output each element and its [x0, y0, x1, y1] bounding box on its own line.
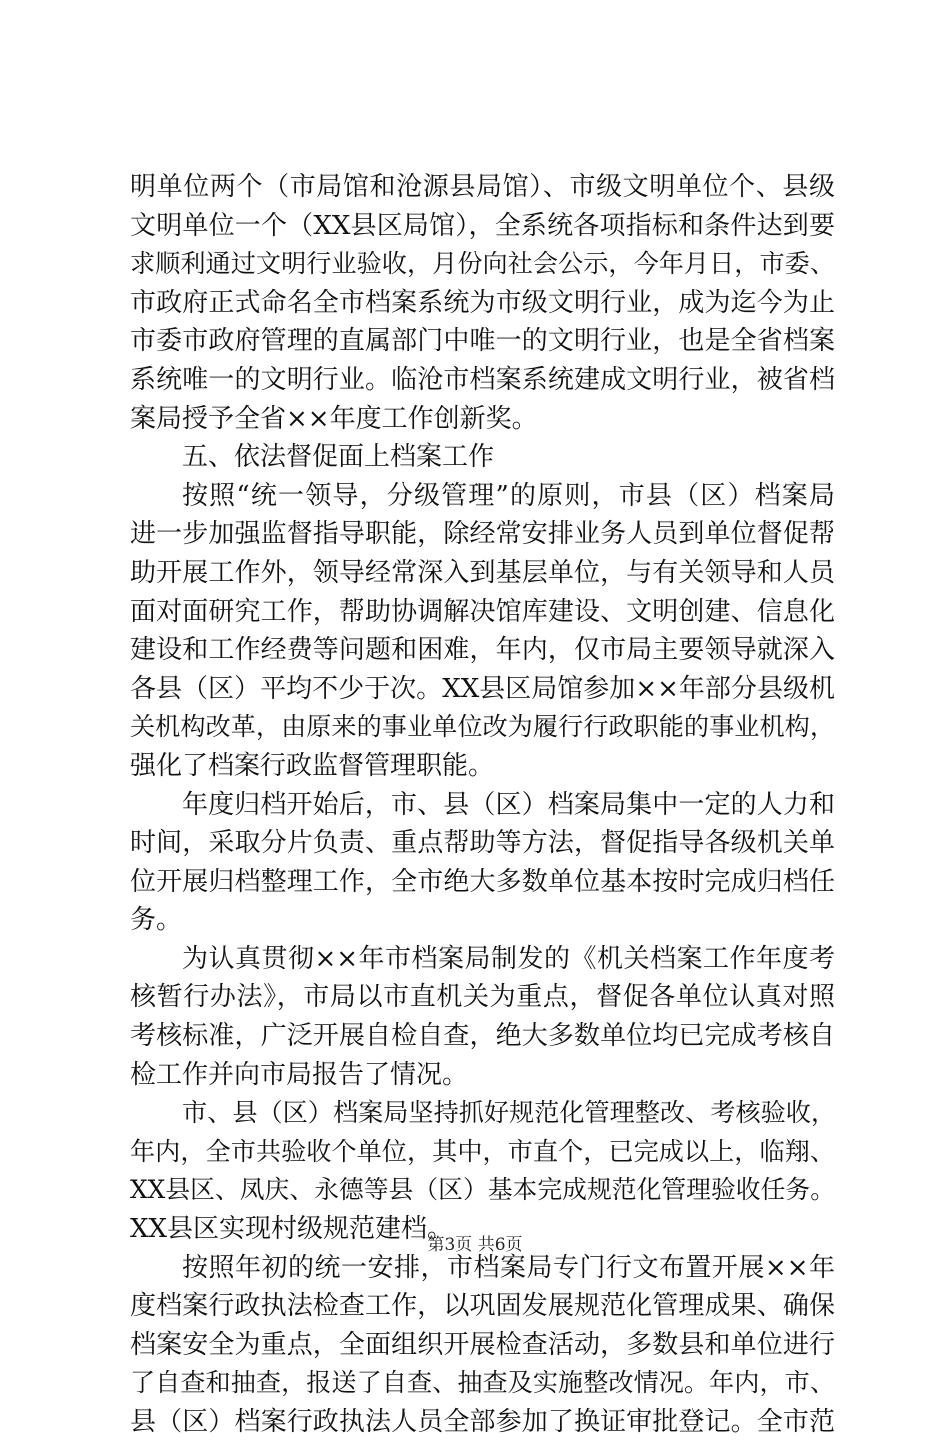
- text-line: 为认真贯彻××年市档案局制发的《机关档案工作年度考: [182, 943, 835, 974]
- text-line: 核暂行办法》，市局以市直机关为重点，督促各单位认真对照: [130, 982, 835, 1013]
- text-line: 求顺利通过文明行业验收，月份向社会公示，今年月日，市委、: [130, 249, 835, 279]
- text-line: 案局授予全省××年度工作创新奖。: [130, 403, 538, 434]
- text-line: 时间，采取分片负责、重点帮助等方法，督促指导各级机关单: [130, 828, 835, 859]
- text-line: 度档案行政执法检查工作，以巩固发展规范化管理成果、确保: [130, 1291, 835, 1322]
- text-line: 系统唯一的文明行业。临沧市档案系统建成文明行业，被省档: [130, 364, 835, 395]
- text-line: 按照年初的统一安排，市档案局专门行文布置开展××年: [182, 1252, 835, 1283]
- text-line: 了自查和抽查，报送了自查、抽查及实施整改情况。年内，市、: [130, 1368, 835, 1398]
- text-line: 进一步加强监督指导职能，除经常安排业务人员到单位督促帮: [130, 519, 835, 550]
- text-line: 年度归档开始后，市、县（区）档案局集中一定的人力和: [182, 789, 835, 820]
- text-line: 考核标准，广泛开展自检自查，绝大多数单位均已完成考核自: [130, 1021, 835, 1052]
- text-line: 市委市政府管理的直属部门中唯一的文明行业，也是全省档案: [130, 326, 835, 357]
- text-line: XX县区实现村级规范建档。: [130, 1214, 454, 1245]
- text-line: 位开展归档整理工作，全市绝大多数单位基本按时完成归档任: [130, 866, 835, 897]
- text-line: 务。: [130, 905, 183, 936]
- text-line: 年内，全市共验收个单位，其中，市直个，已完成以上，临翔、: [130, 1136, 835, 1166]
- text-line: 市政府正式命名全市档案系统为市级文明行业，成为迄今为止: [130, 287, 835, 318]
- text-line: 县（区）档案行政执法人员全部参加了换证审批登记。全市范: [130, 1407, 835, 1437]
- page-footer: 第3页 共6页: [427, 1235, 523, 1255]
- text-line: 按照“统一领导，分级管理”的原则，市县（区）档案局: [182, 480, 835, 511]
- text-line: 关机构改革，由原来的事业单位改为履行行政职能的事业机构，: [130, 712, 835, 742]
- text-line: 明单位两个（市局馆和沧源县局馆）、市级文明单位个、县级: [130, 172, 835, 202]
- text-line: 检工作并向市局报告了情况。: [130, 1059, 469, 1090]
- text-line: 建设和工作经费等问题和困难，年内，仅市局主要领导就深入: [130, 635, 835, 666]
- text-line: 五、依法督促面上档案工作: [182, 442, 495, 473]
- text-line: 助开展工作外，领导经常深入到基层单位，与有关领导和人员: [130, 557, 835, 588]
- text-line: 文明单位一个（XX县区局馆），全系统各项指标和条件达到要: [130, 210, 835, 241]
- text-line: 强化了档案行政监督管理职能。: [130, 750, 495, 781]
- text-line: 各县（区）平均不少于次。XX县区局馆参加××年部分县级机: [130, 673, 835, 704]
- text-line: 面对面研究工作，帮助协调解决馆库建设、文明创建、信息化: [130, 596, 835, 627]
- text-line: 档案安全为重点，全面组织开展检查活动，多数县和单位进行: [130, 1329, 835, 1360]
- text-line: 市、县（区）档案局坚持抓好规范化管理整改、考核验收，: [182, 1098, 837, 1128]
- text-line: XX县区、凤庆、永德等县（区）基本完成规范化管理验收任务。: [130, 1175, 835, 1205]
